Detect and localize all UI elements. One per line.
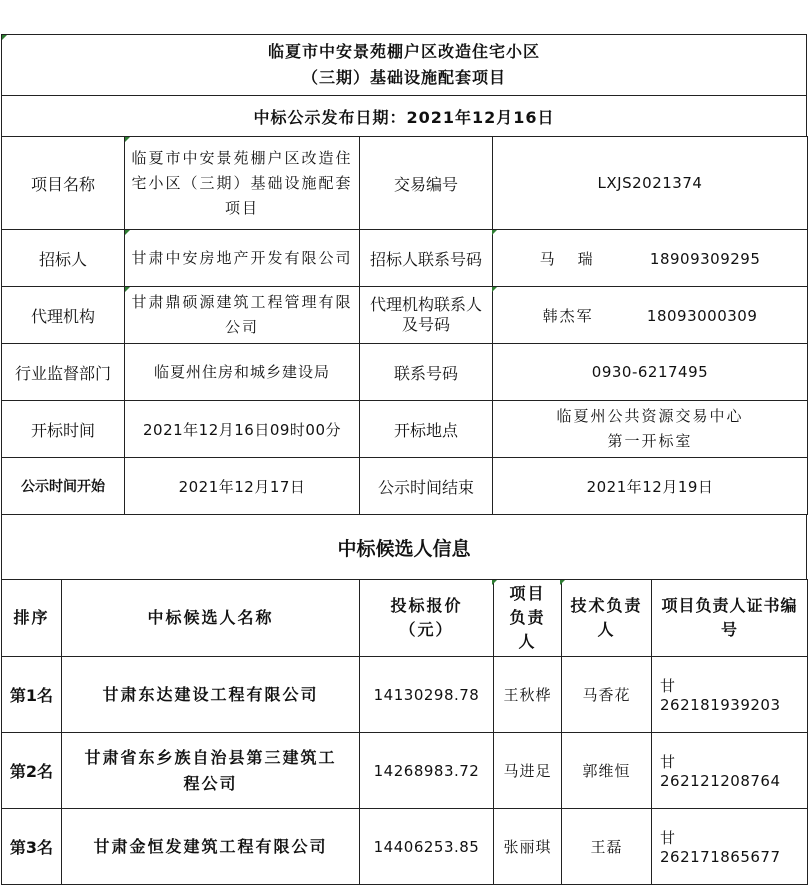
- header-cert: 项目负责人证书编号: [652, 580, 808, 657]
- cell-marker-icon: [560, 580, 565, 585]
- candidates-header-row: [2, 580, 808, 657]
- row-project-name: [2, 137, 808, 230]
- header-pm: 项目负责人: [494, 580, 562, 657]
- candidate-tech: 王磊: [562, 809, 652, 885]
- cell-marker-icon: [125, 137, 130, 142]
- candidate-row: [2, 809, 808, 885]
- announcement-date-block: [1, 95, 807, 137]
- candidate-row: [2, 733, 808, 809]
- tenderer-label: 招标人: [2, 230, 125, 287]
- cell-marker-icon: [492, 230, 497, 235]
- candidates-section-title: 中标候选人信息: [337, 537, 471, 560]
- notice-start-label: 公示时间开始: [2, 458, 125, 515]
- candidate-price: 14268983.72: [360, 733, 494, 809]
- row-tenderer: [2, 230, 808, 287]
- candidate-row: [2, 657, 808, 733]
- agency-contact-label: 代理机构联系人及号码: [360, 287, 493, 344]
- candidate-pm: 王秋桦: [494, 657, 562, 733]
- row-open-time: [2, 401, 808, 458]
- tenderer-contact-label: 招标人联系号码: [360, 230, 493, 287]
- candidate-cert: 甘 262121208764: [652, 733, 808, 809]
- notice-end-label: 公示时间结束: [360, 458, 493, 515]
- candidate-pm: 马进足: [494, 733, 562, 809]
- candidate-rank: 第1名: [2, 657, 62, 733]
- row-notice-period: [2, 458, 808, 515]
- notice-title-block: [1, 34, 807, 96]
- candidate-name: 甘肃金恒发建筑工程有限公司: [62, 809, 360, 885]
- contact-no-label: 联系号码: [360, 344, 493, 401]
- notice-end-value: 2021年12月19日: [493, 458, 808, 515]
- supervisor-value: 临夏州住房和城乡建设局: [125, 344, 360, 401]
- header-name: 中标候选人名称: [62, 580, 360, 657]
- notice-title-line-2: （三期）基础设施配套项目: [301, 68, 506, 87]
- candidate-name: 甘肃东达建设工程有限公司: [62, 657, 360, 733]
- candidate-price: 14130298.78: [360, 657, 494, 733]
- agency-label: 代理机构: [2, 287, 125, 344]
- open-place-line-2: 第一开标室: [607, 432, 693, 450]
- notice-title-line-1: 临夏市中安景苑棚户区改造住宅小区: [267, 42, 540, 61]
- cell-marker-icon: [492, 287, 497, 292]
- tenderer-value: 甘肃中安房地产开发有限公司: [125, 230, 360, 287]
- open-time-label: 开标时间: [2, 401, 125, 458]
- contact-no-value: 0930-6217495: [493, 344, 808, 401]
- trade-no-label: 交易编号: [360, 137, 493, 230]
- candidate-tech: 郭维恒: [562, 733, 652, 809]
- candidate-price: 14406253.85: [360, 809, 494, 885]
- candidate-tech: 马香花: [562, 657, 652, 733]
- open-place-value: [493, 401, 808, 458]
- row-supervisor: [2, 344, 808, 401]
- project-name-value: 临夏市中安景苑棚户区改造住宅小区（三期）基础设施配套项目: [125, 137, 360, 230]
- cell-marker-icon: [2, 35, 7, 40]
- trade-no-value: LXJS2021374: [493, 137, 808, 230]
- header-tech: 技术负责人: [562, 580, 652, 657]
- tenderer-contact-name: 马 瑞: [539, 249, 597, 268]
- agency-value: 甘肃鼎硕源建筑工程管理有限公司: [125, 287, 360, 344]
- cell-marker-icon: [125, 287, 130, 292]
- candidate-cert: 甘 262171865677: [652, 809, 808, 885]
- project-info-table: [1, 136, 808, 515]
- agency-contact-phone: 18093000309: [646, 306, 758, 325]
- notice-start-value: 2021年12月17日: [125, 458, 360, 515]
- candidate-name: 甘肃省东乡族自治县第三建筑工程公司: [62, 733, 360, 809]
- cell-marker-icon: [125, 230, 130, 235]
- candidate-rank: 第3名: [2, 809, 62, 885]
- open-place-label: 开标地点: [360, 401, 493, 458]
- tenderer-contact: [493, 230, 808, 287]
- cell-marker-icon: [492, 580, 497, 585]
- header-price: 投标报价（元）: [360, 580, 494, 657]
- open-place-line-1: 临夏州公共资源交易中心: [556, 407, 744, 425]
- candidates-section-block: [1, 514, 807, 580]
- tenderer-contact-phone: 18909309295: [649, 249, 761, 268]
- agency-contact: [493, 287, 808, 344]
- candidate-pm: 张丽琪: [494, 809, 562, 885]
- header-rank: 排序: [2, 580, 62, 657]
- candidate-rank: 第2名: [2, 733, 62, 809]
- agency-contact-name: 韩杰军: [542, 306, 594, 325]
- supervisor-label: 行业监督部门: [2, 344, 125, 401]
- row-agency: [2, 287, 808, 344]
- announcement-date: 中标公示发布日期：2021年12月16日: [253, 107, 555, 127]
- candidates-table: [1, 579, 808, 885]
- open-time-value: 2021年12月16日09时00分: [125, 401, 360, 458]
- project-name-label: 项目名称: [2, 137, 125, 230]
- candidate-cert: 甘 262181939203: [652, 657, 808, 733]
